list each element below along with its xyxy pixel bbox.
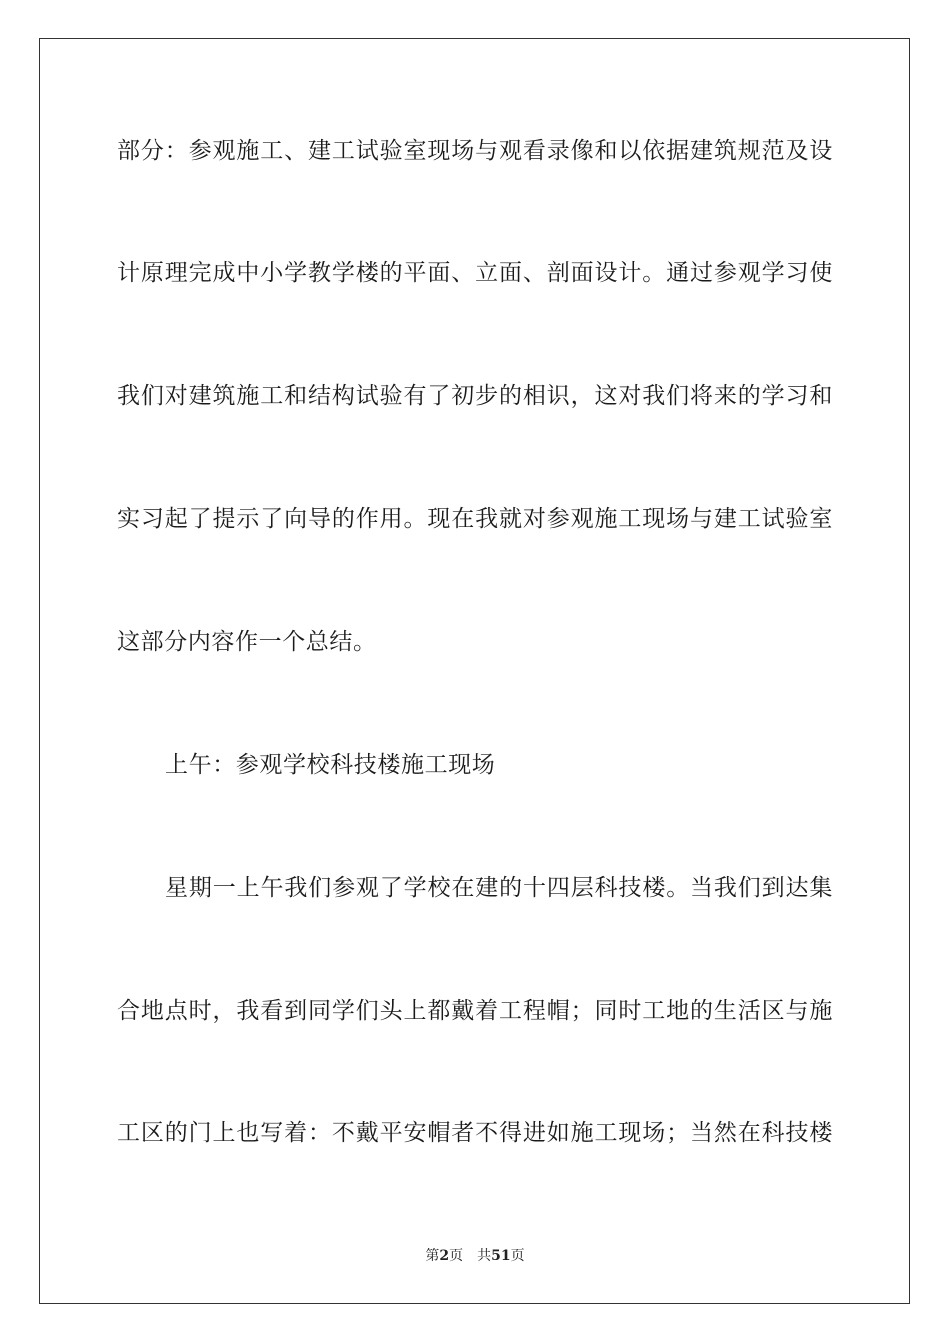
paragraph-line-5: 这部分内容作一个总结。 [117, 629, 377, 655]
paragraph-line-7: 合地点时，我看到同学们头上都戴着工程帽；同时工地的生活区与施 [117, 998, 833, 1024]
page-prefix: 第 [425, 1248, 440, 1264]
section-heading: 上午：参观学校科技楼施工现场 [165, 752, 496, 778]
paragraph-line-6: 星期一上午我们参观了学校在建的十四层科技楼。当我们到达集 [165, 875, 833, 901]
page-current: 2 [439, 1248, 450, 1264]
page-total: 51 [491, 1248, 511, 1264]
total-suffix: 页 [510, 1248, 525, 1264]
paragraph-line-4: 实习起了提示了向导的作用。现在我就对参观施工现场与建工试验室 [117, 506, 833, 532]
page-border [39, 38, 910, 1304]
paragraph-line-3: 我们对建筑施工和结构试验有了初步的相识，这对我们将来的学习和 [117, 383, 833, 409]
paragraph-line-1: 部分：参观施工、建工试验室现场与观看录像和以依据建筑规范及设 [117, 138, 833, 164]
page-footer [0, 1247, 950, 1265]
paragraph-line-2: 计原理完成中小学教学楼的平面、立面、剖面设计。通过参观学习使 [117, 260, 833, 286]
total-prefix: 共 [477, 1248, 492, 1264]
page-suffix: 页 [449, 1248, 464, 1264]
paragraph-line-8: 工区的门上也写着：不戴平安帽者不得进如施工现场；当然在科技楼 [117, 1120, 833, 1146]
